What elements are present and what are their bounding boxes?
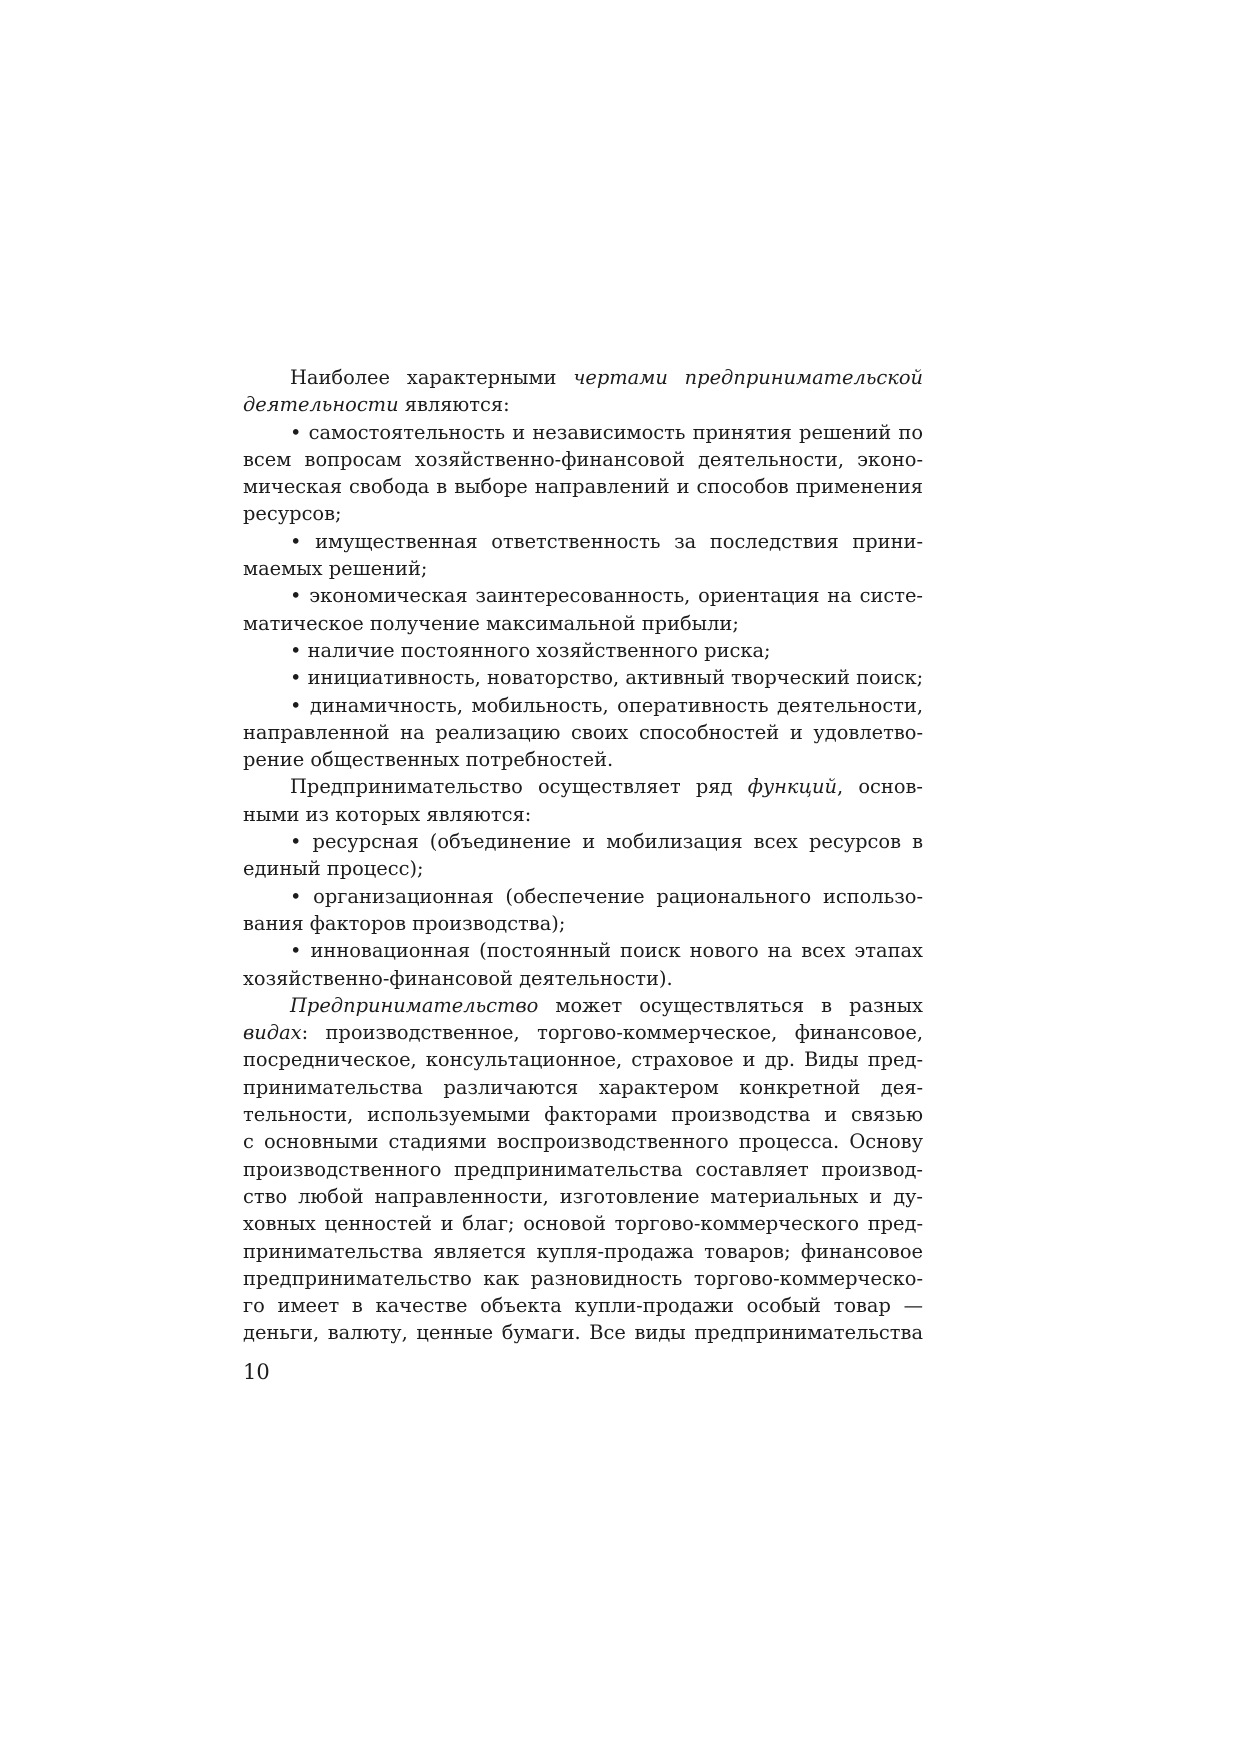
- text-line: [243, 992, 923, 1019]
- text-run: • наличие постоянного хозяйственного риска;: [290, 638, 771, 662]
- text-line: [243, 1046, 923, 1073]
- text-line: [243, 555, 923, 582]
- paragraph-b9: [243, 937, 923, 992]
- text-line: [243, 582, 923, 609]
- text-run: • организационная (обеспечение рационального использо-: [290, 884, 923, 908]
- text-run: деньги, валюту, ценные бумаги. Все виды предпринимательства: [243, 1321, 923, 1345]
- text-line: [243, 910, 923, 937]
- text-run: рение общественных потребностей.: [243, 748, 614, 772]
- text-line: [243, 500, 923, 527]
- text-run: производственного предпринимательства составляет производ-: [243, 1157, 923, 1181]
- text-run: тельности, используемыми факторами производства и связью: [243, 1103, 923, 1127]
- text-line: [243, 855, 923, 882]
- paragraph-b8: [243, 883, 923, 938]
- italic-text: деятельности: [243, 393, 399, 417]
- page-body: [243, 364, 923, 1347]
- paragraph-p3: [243, 992, 923, 1347]
- text-line: [243, 883, 923, 910]
- italic-text: чертами предпринимательской: [573, 366, 924, 389]
- paragraph-b4: [243, 637, 923, 664]
- paragraph-b2: [243, 528, 923, 583]
- text-run: может осуществляться в разных: [538, 993, 923, 1017]
- text-line: [243, 1265, 923, 1292]
- text-run: ство любой направленности, изготовление материальных и ду-: [243, 1184, 923, 1208]
- text-run: • самостоятельность и независимость принятия решений по: [290, 420, 923, 444]
- text-line: [243, 1019, 923, 1046]
- paragraph-b5: [243, 664, 923, 691]
- paragraph-b7: [243, 828, 923, 883]
- text-line: [243, 364, 923, 391]
- text-run: • ресурсная (объединение и мобилизация всех ресурсов в: [290, 830, 923, 854]
- text-run: мическая свобода в выборе направлений и способов применения: [243, 475, 923, 499]
- text-run: • инновационная (постоянный поиск нового на всех этапах: [290, 939, 923, 963]
- text-line: [243, 473, 923, 500]
- text-line: [243, 1292, 923, 1319]
- text-line: [243, 1183, 923, 1210]
- text-line: [243, 391, 923, 418]
- text-run: ными из которых являются:: [243, 802, 532, 826]
- text-line: [243, 1101, 923, 1128]
- paragraph-p1: [243, 364, 923, 419]
- text-line: [243, 446, 923, 473]
- text-run: маемых решений;: [243, 557, 428, 581]
- text-run: ресурсов;: [243, 502, 342, 526]
- page-number: 10: [243, 1360, 270, 1384]
- text-line: [243, 637, 923, 664]
- paragraph-p2: [243, 773, 923, 828]
- text-line: [243, 719, 923, 746]
- paragraph-b1: [243, 419, 923, 528]
- italic-text: видах: [243, 1021, 302, 1045]
- text-run: матическое получение максимальной прибыли;: [243, 611, 739, 635]
- text-line: [243, 664, 923, 691]
- text-run: • динамичность, мобильность, оперативность деятельности,: [290, 693, 923, 717]
- text-run: всем вопросам хозяйственно-финансовой деятельности, эконо-: [243, 447, 923, 471]
- text-line: [243, 937, 923, 964]
- text-line: [243, 1128, 923, 1155]
- italic-text: Предпринимательство: [290, 993, 539, 1017]
- text-run: Наиболее характерными: [290, 366, 574, 389]
- text-line: [243, 1210, 923, 1237]
- text-run: , основ-: [837, 775, 923, 799]
- text-run: : производственное, торгово-коммерческое, финансовое,: [301, 1021, 923, 1045]
- text-line: [243, 419, 923, 446]
- text-line: [243, 528, 923, 555]
- text-run: го имеет в качестве объекта купли-продажи особый товар —: [243, 1294, 923, 1318]
- text-line: [243, 692, 923, 719]
- text-line: [243, 1074, 923, 1101]
- text-line: [243, 801, 923, 828]
- text-run: являются:: [398, 393, 510, 417]
- text-line: [243, 1319, 923, 1346]
- text-run: предпринимательство как разновидность торгово-коммерческо-: [243, 1266, 923, 1290]
- text-run: вания факторов производства);: [243, 911, 566, 935]
- text-line: [243, 773, 923, 800]
- text-run: посредническое, консультационное, страховое и др. Виды пред-: [243, 1048, 923, 1072]
- italic-text: функций: [747, 775, 837, 799]
- text-line: [243, 1156, 923, 1183]
- text-line: [243, 610, 923, 637]
- text-line: [243, 746, 923, 773]
- text-run: принимательства различаются характером конкретной дея-: [243, 1075, 923, 1099]
- text-run: с основными стадиями воспроизводственного процесса. Основу: [243, 1130, 923, 1154]
- text-run: • экономическая заинтересованность, ориентация на систе-: [290, 584, 923, 608]
- text-run: Предпринимательство осуществляет ряд: [290, 775, 748, 799]
- text-run: направленной на реализацию своих способностей и удовлетво-: [243, 720, 923, 744]
- text-run: принимательства является купля-продажа товаров; финансовое: [243, 1239, 923, 1263]
- text-run: ховных ценностей и благ; основой торгово-коммерческого пред-: [243, 1212, 923, 1236]
- text-run: единый процесс);: [243, 857, 424, 881]
- text-run: • инициативность, новаторство, активный творческий поиск;: [290, 666, 924, 690]
- text-line: [243, 828, 923, 855]
- text-run: • имущественная ответственность за последствия прини-: [290, 529, 923, 553]
- text-run: хозяйственно-финансовой деятельности).: [243, 966, 673, 990]
- text-line: [243, 1238, 923, 1265]
- paragraph-b6: [243, 692, 923, 774]
- paragraph-b3: [243, 582, 923, 637]
- text-line: [243, 965, 923, 992]
